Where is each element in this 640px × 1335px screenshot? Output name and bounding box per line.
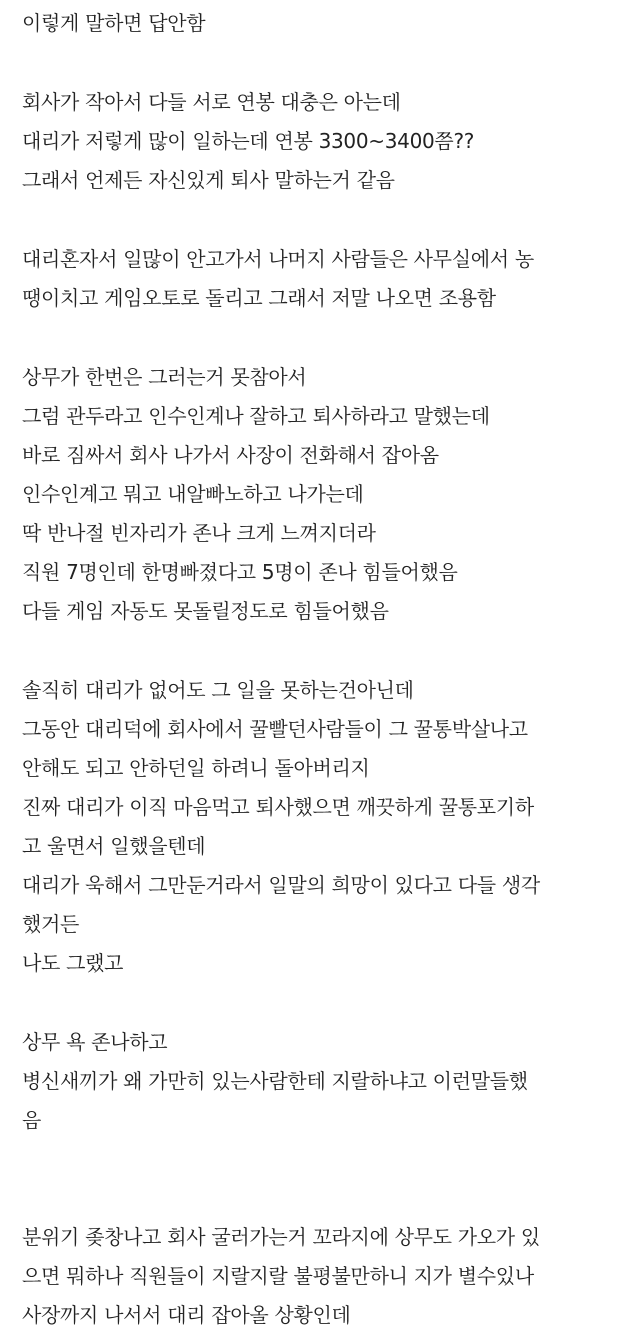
intro-line: 이렇게 말하면 답안함 bbox=[22, 11, 206, 35]
text-line: 직원 7명인데 한명빠졌다고 5명이 존나 힘들어했음 bbox=[22, 560, 458, 584]
text-line: 분위기 좆창나고 회사 굴러가는거 꼬라지에 상무도 가오가 있 bbox=[22, 1225, 540, 1249]
paragraph-gap bbox=[22, 1140, 630, 1218]
text-line: 솔직히 대리가 없어도 그 일을 못하는건아닌데 bbox=[22, 678, 414, 702]
text-line: 병신새끼가 왜 가만히 있는사람한테 지랄하냐고 이런말들했 bbox=[22, 1069, 528, 1093]
text-line: 인수인계고 뭐고 내알빠노하고 나가는데 bbox=[22, 482, 364, 506]
paragraph-gap bbox=[22, 631, 630, 671]
text-line: 했거든 bbox=[22, 912, 80, 936]
text-line: 딱 반나절 빈자리가 존나 크게 느껴지더라 bbox=[22, 521, 376, 545]
text-line: 회사가 작아서 다들 서로 연봉 대충은 아는데 bbox=[22, 90, 401, 114]
paragraph-gap bbox=[22, 43, 630, 83]
text-line: 상무 욕 존나하고 bbox=[22, 1030, 168, 1054]
paragraph-gap bbox=[22, 983, 630, 1023]
text-line: 대리가 욱해서 그만둔거라서 일말의 희망이 있다고 다들 생각 bbox=[22, 873, 540, 897]
text-line: 으면 뭐하나 직원들이 지랄지랄 불평불만하니 지가 별수있나 bbox=[22, 1264, 534, 1288]
text-line: 상무가 한번은 그러는거 못참아서 bbox=[22, 365, 307, 389]
text-line: 음 bbox=[22, 1108, 42, 1132]
text-line: 그래서 언제든 자신있게 퇴사 말하는거 같음 bbox=[22, 168, 395, 192]
text-line: 대리혼자서 일많이 안고가서 나머지 사람들은 사무실에서 농 bbox=[22, 247, 534, 271]
text-line: 그동안 대리덕에 회사에서 꿀빨던사람들이 그 꿀통박살나고 bbox=[22, 717, 528, 741]
text-line: 그럼 관두라고 인수인계나 잘하고 퇴사하라고 말했는데 bbox=[22, 404, 490, 428]
text-line: 나도 그랬고 bbox=[22, 951, 124, 975]
text-line: 진짜 대리가 이직 마음먹고 퇴사했으면 깨끗하게 꿀통포기하 bbox=[22, 795, 534, 819]
text-line: 안해도 되고 안하던일 하려니 돌아버리지 bbox=[22, 756, 370, 780]
text-line: 바로 짐싸서 회사 나가서 사장이 전화해서 잡아옴 bbox=[22, 443, 439, 467]
text-line: 대리가 저렇게 많이 일하는데 연봉 3300~3400쯤?? bbox=[22, 129, 475, 153]
paragraph-gap bbox=[22, 318, 630, 358]
text-line: 고 울면서 일했을텐데 bbox=[22, 834, 206, 858]
text-line: 땡이치고 게임오토로 돌리고 그래서 저말 나오면 조용함 bbox=[22, 286, 496, 310]
text-line: 다들 게임 자동도 못돌릴정도로 힘들어했음 bbox=[22, 599, 389, 623]
text-line: 사장까지 나서서 대리 잡아올 상황인데 bbox=[22, 1303, 351, 1327]
paragraph-gap bbox=[22, 200, 630, 240]
